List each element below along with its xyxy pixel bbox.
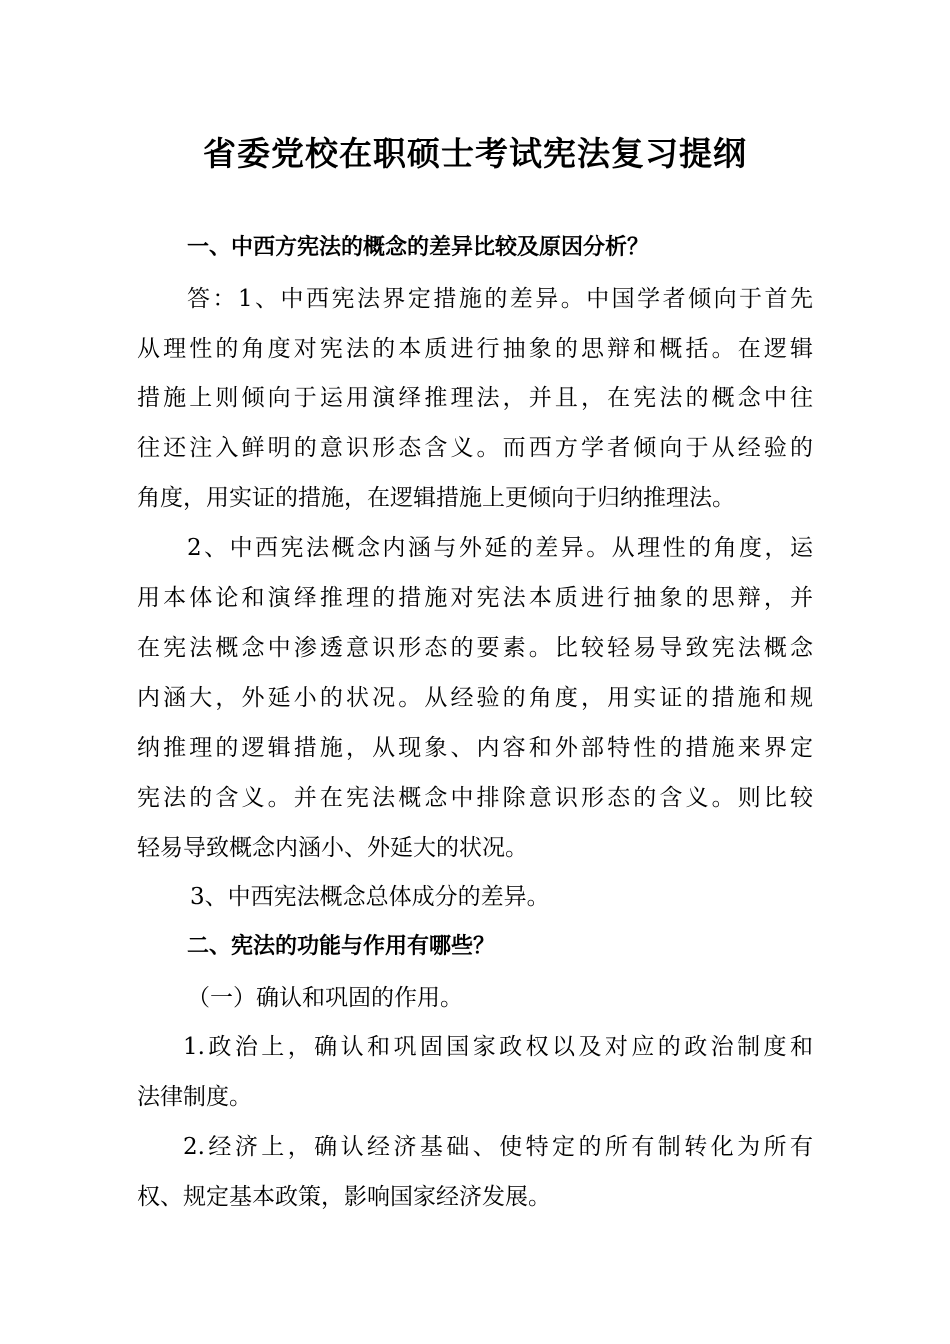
- paragraph-line: 权、规定基本政策，影响国家经济发展。: [137, 1184, 551, 1210]
- paragraph-line: 2、中西宪法概念内涵与外延的差异。从理性的角度，运: [187, 535, 813, 561]
- paragraph-line: 3、中西宪法概念总体成分的差异。: [190, 884, 550, 910]
- paragraph-line: 答：1、中西宪法界定措施的差异。中国学者倾向于首先: [187, 286, 813, 312]
- paragraph-line: 2.经济上，确认经济基础、使特定的所有制转化为所有: [183, 1134, 813, 1160]
- paragraph-line: 从理性的角度对宪法的本质进行抽象的思辩和概括。在逻辑: [137, 336, 813, 362]
- paragraph-line: 措施上则倾向于运用演绎推理法，并且，在宪法的概念中往: [137, 385, 813, 411]
- subsection-heading: （一）确认和巩固的作用。: [187, 985, 463, 1011]
- paragraph-line: 内涵大，外延小的状况。从经验的角度，用实证的措施和规: [137, 685, 813, 711]
- paragraph-line: 轻易导致概念内涵小、外延大的状况。: [137, 835, 528, 861]
- paragraph-line: 1.政治上，确认和巩固国家政权以及对应的政治制度和: [183, 1034, 813, 1060]
- section-heading-1: 一、中西方宪法的概念的差异比较及原因分析？: [187, 235, 650, 260]
- paragraph-line: 纳推理的逻辑措施，从现象、内容和外部特性的措施来界定: [137, 735, 813, 761]
- paragraph-line: 在宪法概念中渗透意识形态的要素。比较轻易导致宪法概念: [137, 635, 813, 661]
- paragraph-line: 用本体论和演绎推理的措施对宪法本质进行抽象的思辩，并: [137, 585, 813, 611]
- paragraph-line: 宪法的含义。并在宪法概念中排除意识形态的含义。则比较: [137, 785, 813, 811]
- paragraph-line: 往还注入鲜明的意识形态含义。而西方学者倾向于从经验的: [137, 435, 813, 461]
- paragraph-line: 法律制度。: [137, 1084, 252, 1110]
- document-title: 省委党校在职硕士考试宪法复习提纲: [203, 134, 747, 173]
- paragraph-line: 角度，用实证的措施，在逻辑措施上更倾向于归纳推理法。: [137, 485, 735, 511]
- section-heading-2: 二、宪法的功能与作用有哪些？: [187, 934, 496, 959]
